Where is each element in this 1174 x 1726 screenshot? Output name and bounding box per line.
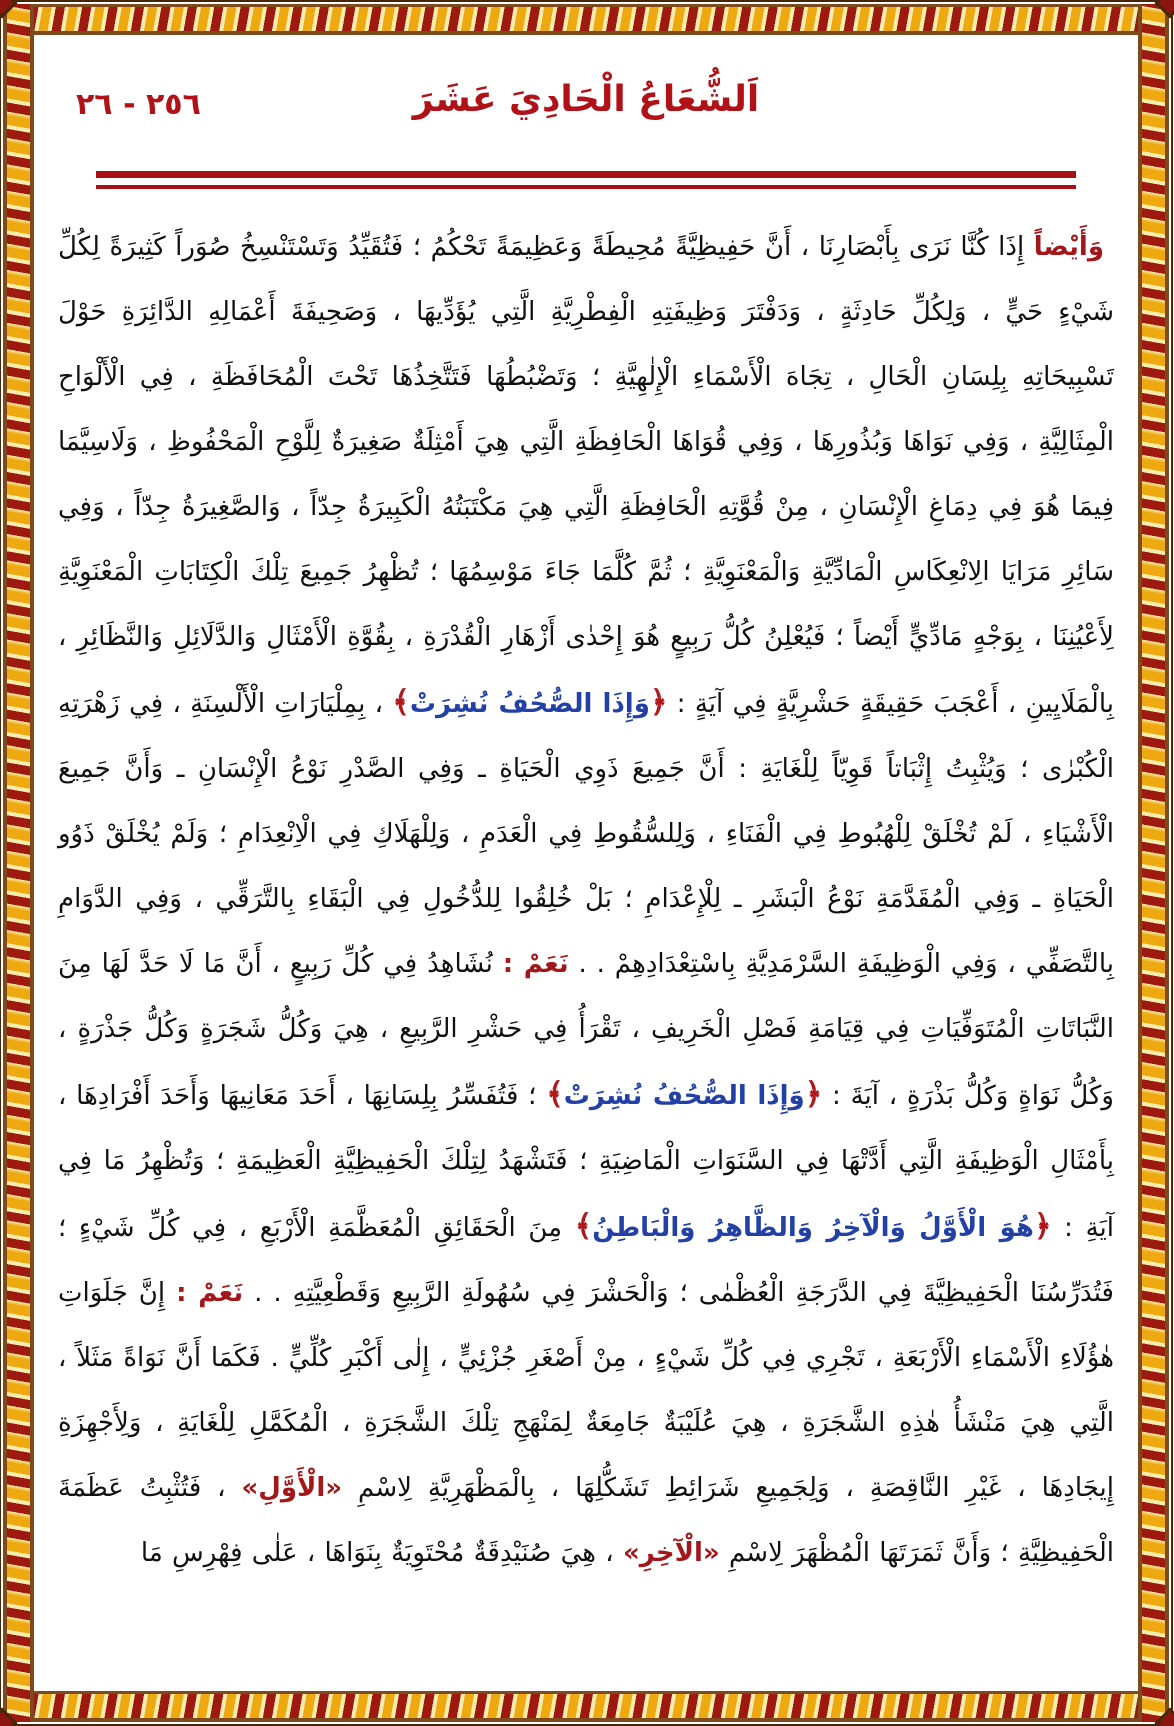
verse-bracket-open-icon: ﴿ [805, 1077, 824, 1112]
border-band-top [4, 4, 1170, 35]
quran-verse: وَإِذَا الصُّحُفُ نُشِرَتْ [564, 1081, 806, 1111]
red-emphasis: نَعَمْ : [177, 1278, 245, 1308]
quran-verse: هُوَ الْأَوَّلُ وَالْآخِرُ وَالظَّاهِرُ وَالْبَاطِنُ [593, 1213, 1035, 1243]
border-band-bottom [4, 1691, 1170, 1722]
red-emphasis: «الْأَوَّلِ» [242, 1473, 344, 1503]
red-emphasis: «الْآخِرِ» [623, 1538, 721, 1568]
text-segment: ، فَتُثْبِتُ عَظَمَةَ الْحَفِيظِيَّةِ ؛ وَأَنَّ ثَمَرَتَهَا الْمُظْهَرَ لِاسْمِ [59, 1473, 1115, 1568]
text-segment: ؛ فَتُفَسِّرُ بِلِسَانِهَا ، أَحَدَ مَعَانِيهَا وَأَحَدَ أَفْرَادِهَا ، بِأَمْثَالِ الْوَظِيفَةِ الَّتِي أَدَّتْهَا فِي السَّنَوَاتِ الْمَاضِيَةِ ؛ فَتَشْهَدُ لِتِلْكَ الْحَفِيظِيَّةِ الْعَظِيمَةِ ؛ وَتُظْهِرُ مَا فِي آيَةِ : [59, 1081, 1115, 1243]
verse-bracket-open-icon: ﴿ [1034, 1209, 1053, 1244]
border-band-left [4, 4, 35, 1722]
body-text [59, 215, 1115, 1586]
page-title: اَلشُّعَاعُ الْحَادِيَ عَشَرَ [413, 79, 761, 120]
quran-verse: وَإِذَا الصُّحُفُ نُشِرَتْ [410, 689, 651, 719]
verse-bracket-open-icon: ﴿ [650, 685, 669, 720]
header-divider [97, 171, 1077, 189]
page-number: ٢٥٦ - ٢٦ [77, 87, 202, 122]
verse-bracket-close-icon: ﴾ [393, 685, 411, 720]
text-segment: إِنَّ جَلَوَاتِ هٰؤُلَاءِ الْأَسْمَاءِ الْأَرْبَعَةِ ، تَجْرِي فِي كُلِّ شَيْءٍ ، مِنْ أَصْغَرِ جُزْئِيٍّ ، إِلٰى أَكْبَرِ كُلِّيٍّ . فَكَمَا أَنَّ نَوَاةً مَثَلاً ، الَّتِي هِيَ مَنْشَأُ هٰذِهِ الشَّجَرَةِ ، هِيَ عُلَيْبَةٌ جَامِعَةٌ لِمَنْهَجِ تِلْكَ الشَّجَرَةِ ، الْمُكَمَّلِ لِلْغَايَةِ ، وَلِأَجْهِزَةِ إِيجَادِهَا ، غَيْرِ النَّاقِصَةِ ، وَلِجَمِيعِ شَرَائِطِ تَشَكُّلِهَا ، بِالْمَظْهَرِيَّةِ لِاسْمِ [59, 1278, 1115, 1503]
text-segment: ، هِيَ صُنَيْدِقَةٌ مُحْتَوِيَةٌ بِنَوَاهَا ، عَلٰى فِهْرِسِ مَا [141, 1538, 624, 1568]
text-segment: مِنَ الْحَقَائِقِ الْمُعَظَّمَةِ الْأَرْبَعِ ، فِي كُلِّ شَيْءٍ ؛ فَتُدَرِّسُنَا الْحَفِيظِيَّةَ فِي الدَّرَجَةِ الْعُظْمٰى ؛ وَالْحَشْرَ فِي سُهُولَةِ الرَّبِيعِ وَقَطْعِيَّتِهِ . . [59, 1213, 1115, 1308]
page-header [59, 61, 1115, 153]
text-segment: نُشَاهِدُ فِي كُلِّ رَبِيعٍ ، أَنَّ مَا لَا حَدَّ لَهَا مِنَ النَّبَاتَاتِ الْمُتَوَفِّيَاتِ فِي قِيَامَةِ فَصْلِ الْخَرِيفِ ، تَقْرَأُ فِي حَشْرِ الرَّبِيعِ ، هِيَ وَكُلُّ شَجَرَةٍ وَكُلُّ جَذْرَةٍ ، وَكُلُّ نَوَاةٍ وَكُلُّ بَذْرَةٍ ، آيَةَ : [59, 949, 1115, 1111]
verse-bracket-close-icon: ﴾ [547, 1077, 565, 1112]
red-emphasis: نَعَمْ : [503, 949, 570, 979]
red-emphasis: وَأَيْضاً [1034, 232, 1105, 262]
text-segment: إِذَا كُنَّا نَرَى بِأَبْصَارِنَا ، أَنَّ حَفِيظِيَّةً مُحِيطَةً وَعَظِيمَةً تَحْكُمُ ؛ فَتُقَيِّدُ وَتَسْتَنْسِخُ صُوَراً كَثِيرَةً لِكُلِّ شَيْءٍ حَيٍّ ، وَلِكُلِّ حَادِثَةٍ ، وَدَفْتَرَ وَظِيفَتِهِ الْفِطْرِيَّةِ الَّتِي يُؤَدِّيهَا ، وَصَحِيفَةَ أَعْمَالِهِ الدَّائِرَةِ حَوْلَ تَسْبِيحَاتِهِ بِلِسَانِ الْحَالِ ، تِجَاهَ الْأَسْمَاءِ الْإِلٰهِيَّةِ ؛ وَتَضْبُطُهَا فَتَتَّخِذُهَا تَحْتَ الْمُحَافَظَةِ ، فِي الْأَلْوَاحِ الْمِثَالِيَّةِ ، وَفِي نَوَاهَا وَبُذُورِهَا ، وَفِي قُوَاهَا الْحَافِظَةِ الَّتِي هِيَ أَمْثِلَةٌ صَغِيرَةٌ لِلَّوْحِ الْمَحْفُوظِ ، وَلَاسِيَّمَا فِيمَا هُوَ فِي دِمَاغِ الْإِنْسَانِ ، مِنْ قُوَّتِهِ الْحَافِظَةِ الَّتِي هِيَ مَكْتَبَتُهُ الْكَبِيرَةُ جِدّاً ، وَالصَّغِيرَةُ جِدّاً ، وَفِي سَائِرِ مَرَايَا الِانْعِكَاسِ الْمَادِّيَّةِ وَالْمَعْنَوِيَّةِ ؛ ثُمَّ كُلَّمَا جَاءَ مَوْسِمُهَا ؛ تُظْهِرُ جَمِيعَ تِلْكَ الْكِتَابَاتِ الْمَعْنَوِيَّةِ لِأَعْيُنِنَا ، بِوَجْهٍ مَادِّيٍّ أَيْضاً ؛ فَيُعْلِنُ كُلُّ رَبِيعٍ هُوَ إِحْدٰى أَزْهَارِ الْقُدْرَةِ ، بِقُوَّةِ الْأَمْثَالِ وَالدَّلَائِلِ وَالنَّظَائِرِ ، بِالْمَلَايِينِ ، أَعْجَبَ حَقِيقَةٍ حَشْرِيَّةٍ فِي آيَةٍ : [59, 232, 1115, 719]
verse-bracket-close-icon: ﴾ [575, 1209, 594, 1244]
border-band-right [1139, 4, 1170, 1722]
page-content [39, 39, 1135, 1687]
text-segment: ، بِمِلْيَارَاتِ الْأَلْسِنَةِ ، فِي زَهْرَتِهِ الْكُبْرٰى ؛ وَيُثْبِتُ إِثْبَاتاً قَوِيّاً لِلْغَايَةِ : أَنَّ جَمِيعَ ذَوِي الْحَيَاةِ ـ وَفِي الصَّدْرِ نَوْعُ الْإِنْسَانِ ـ وَأَنَّ جَمِيعَ الْأَشْيَاءِ ، لَمْ تُخْلَقْ لِلْهُبُوطِ فِي الْفَنَاءِ ، وَلِلسُّقُوطِ فِي الْعَدَمِ ، وَلِلْهَلَاكِ فِي الْاِنْعِدَامِ ؛ وَلَمْ يُخْلَقْ ذَوُو الْحَيَاةِ ـ وَفِي الْمُقَدَّمَةِ نَوْعُ الْبَشَرِ ـ لِلْإِعْدَامِ ؛ بَلْ خُلِقُوا لِلدُّخُولِ فِي الْبَقَاءِ بِالتَّرَقِّي ، وَفِي الدَّوَامِ بِالتَّصَفِّي ، وَفِي الْوَظِيفَةِ السَّرْمَدِيَّةِ بِاسْتِعْدَادِهِمْ . . [59, 689, 1115, 979]
